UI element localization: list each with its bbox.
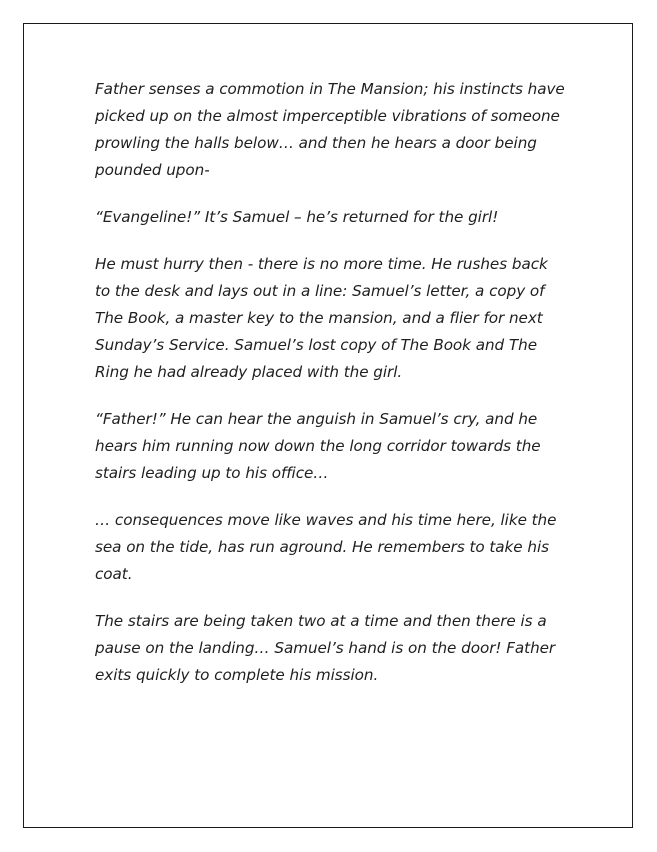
paragraph-father-cry: “Father!” He can hear the anguish in Samuel’s cry, and he hears him running now down the long corridor towards the stairs leading up to his office…: [95, 410, 541, 482]
story-text: [95, 76, 565, 689]
paragraph-hurry: He must hurry then - there is no more time. He rushes back to the desk and lays out in a line: Samuel’s letter, a copy of The Book, a master key to the mansion, and a flier for next Sunday’s Service. Samuel’s lost copy of The Book and The Ring he had already placed with the girl.: [95, 255, 548, 381]
document-page: [23, 23, 633, 828]
paragraph-commotion: Father senses a commotion in The Mansion; his instincts have picked up on the almost imperceptible vibrations of someone prowling the halls below… and then he hears a door being pounded upon-: [95, 80, 565, 179]
paragraph-stairs: The stairs are being taken two at a time and then there is a pause on the landing… Samuel’s hand is on the door! Father exits quickly to complete his mission.: [95, 612, 556, 684]
paragraph-consequences: … consequences move like waves and his time here, like the sea on the tide, has run aground. He remembers to take his coat.: [95, 511, 557, 583]
paragraph-evangeline: “Evangeline!” It’s Samuel – he’s returned for the girl!: [95, 208, 499, 226]
